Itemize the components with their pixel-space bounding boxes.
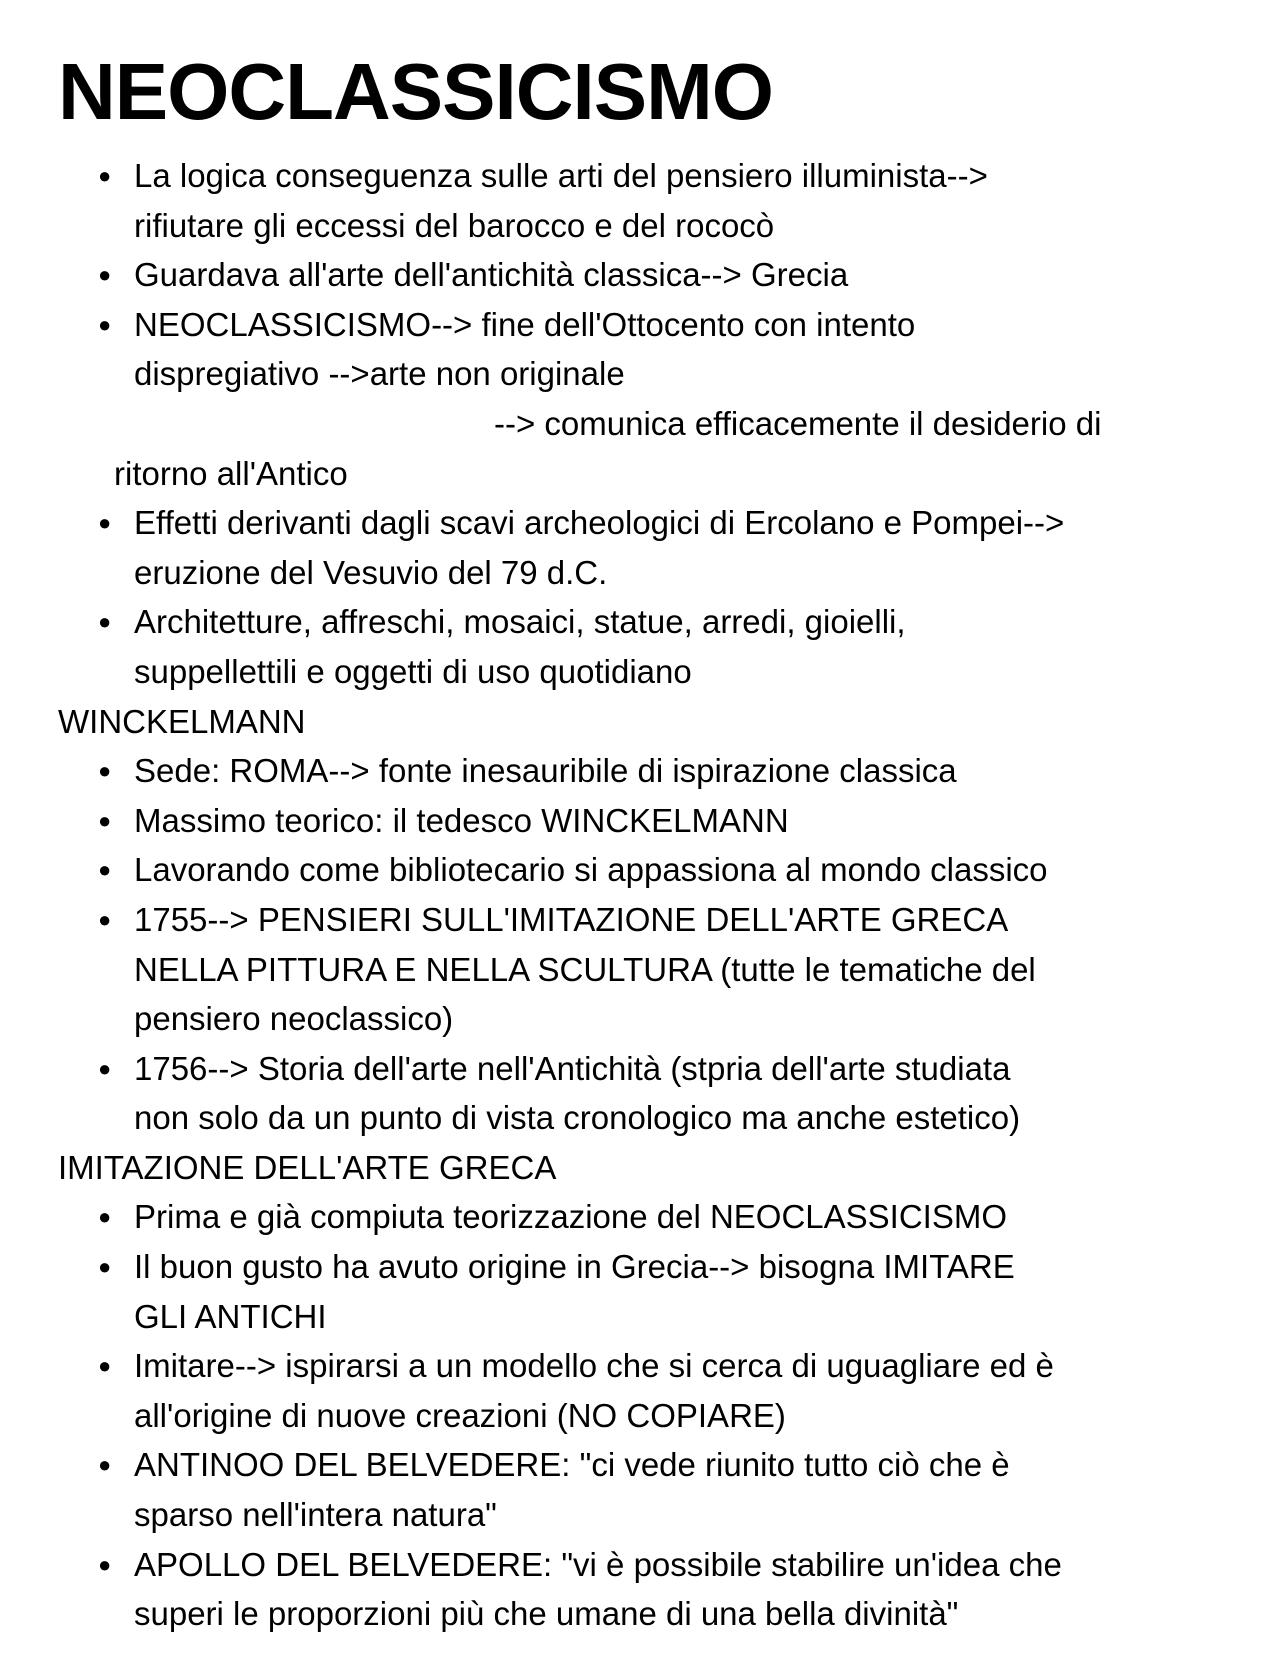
list-item	[114, 300, 1238, 498]
text-line: ● Sede: ROMA--> fonte inesauribile di ispirazione classica	[134, 752, 957, 790]
winckelmann-list	[58, 746, 1238, 1143]
text-line: ● ANTINOO DEL BELVEDERE: "ci vede riunito tutto ciò che è	[134, 1446, 1010, 1484]
intro-list	[58, 151, 1238, 697]
list-item	[134, 597, 1238, 696]
text-line: ● Guardava all'arte dell'antichità classica--> Grecia	[134, 256, 849, 294]
notes-content	[58, 151, 1238, 1639]
text-line: NELLA PITTURA E NELLA SCULTURA (tutte le tematiche del	[134, 950, 1036, 988]
list-item	[134, 151, 1238, 250]
list-item	[134, 1192, 1238, 1242]
text-line: ● Architetture, affreschi, mosaici, statue, arredi, gioielli,	[134, 603, 906, 641]
list-item	[134, 498, 1238, 597]
page-title: NEOCLASSICISMO	[58, 47, 773, 136]
text-line: superi le proporzioni più che umane di una bella divinità"	[134, 1595, 959, 1633]
text-line: pensiero neoclassico)	[134, 1000, 454, 1038]
list-item	[134, 796, 1238, 846]
text-line: suppellettili e oggetti di uso quotidiano	[134, 652, 692, 690]
text-line: ● Lavorando come bibliotecario si appassiona al mondo classico	[134, 851, 1048, 889]
list-item	[134, 250, 1238, 300]
section-heading-winckelmann: WINCKELMANN	[58, 702, 306, 740]
text-line: sparso nell'intera natura"	[134, 1496, 497, 1534]
text-line: ● Il buon gusto ha avuto origine in Grecia--> bisogna IMITARE	[134, 1248, 1015, 1286]
text-line: ● Prima e già compiuta teorizzazione del NEOCLASSICISMO	[134, 1198, 1008, 1236]
text-line: ● Imitare--> ispirarsi a un modello che si cerca di uguagliare ed è	[134, 1347, 1054, 1385]
list-item	[134, 1440, 1238, 1539]
text-line: ● Massimo teorico: il tedesco WINCKELMANN	[134, 801, 789, 839]
text-line: GLI ANTICHI	[134, 1297, 327, 1335]
list-item	[134, 1242, 1238, 1341]
text-line: rifiutare gli eccessi del barocco e del rococò	[134, 206, 775, 244]
text-line: --> comunica efficacemente il desiderio di	[494, 404, 1102, 442]
text-line: ● NEOCLASSICISMO--> fine dell'Ottocento con intento	[134, 305, 916, 343]
list-item	[134, 1044, 1238, 1143]
section-heading-imitazione: IMITAZIONE DELL'ARTE GRECA	[58, 1148, 557, 1186]
text-line: dispregiativo -->arte non originale	[134, 355, 625, 393]
text-line: ● 1755--> PENSIERI SULL'IMITAZIONE DELL'ARTE GRECA	[134, 900, 1009, 938]
list-item	[134, 1341, 1238, 1440]
text-line: ● Effetti derivanti dagli scavi archeologici di Ercolano e Pompei-->	[134, 504, 1065, 542]
text-line: ritorno all'Antico	[114, 454, 348, 492]
text-line: non solo da un punto di vista cronologico ma anche estetico)	[134, 1099, 1021, 1137]
text-line: eruzione del Vesuvio del 79 d.C.	[134, 553, 608, 591]
list-item	[134, 1540, 1238, 1639]
list-item	[134, 845, 1238, 895]
imitazione-list	[58, 1192, 1238, 1638]
text-line: ● 1756--> Storia dell'arte nell'Antichità (stpria dell'arte studiata	[134, 1049, 1011, 1087]
text-line: ● La logica conseguenza sulle arti del pensiero illuminista-->	[134, 157, 988, 194]
text-line: all'origine di nuove creazioni (NO COPIARE)	[134, 1396, 786, 1434]
list-item	[134, 746, 1238, 796]
list-item	[134, 895, 1238, 1044]
text-line: ● APOLLO DEL BELVEDERE: "vi è possibile stabilire un'idea che	[134, 1545, 1062, 1583]
